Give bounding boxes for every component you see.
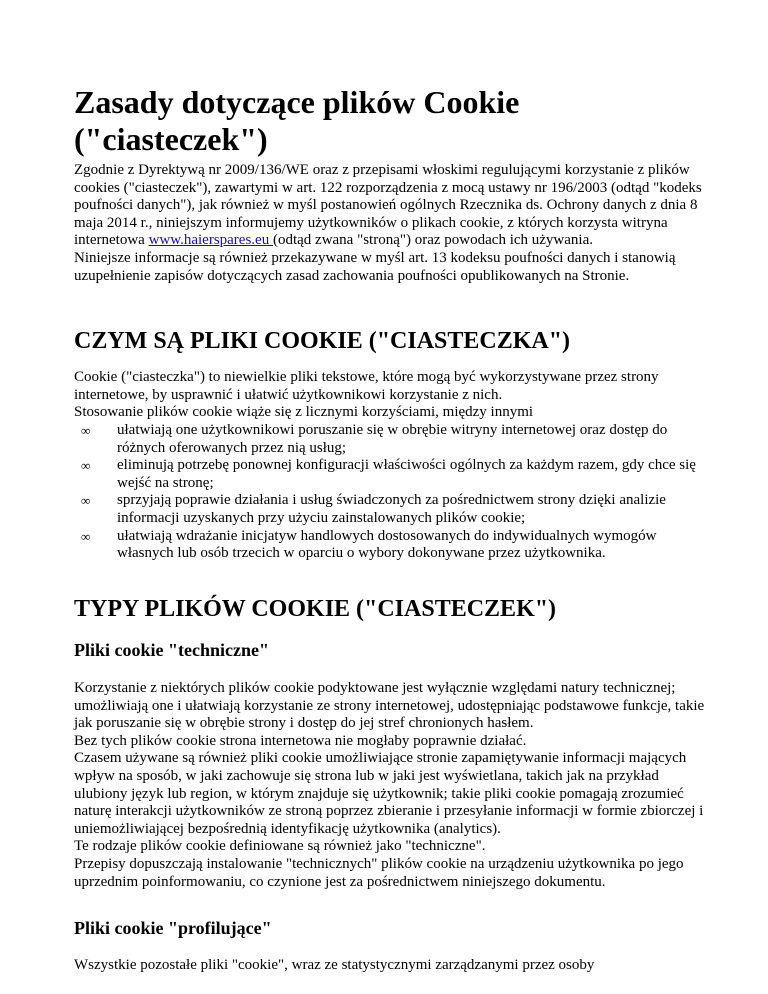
list-item-text: ułatwiają wdrażanie inicjatyw handlowych dostosowanych do indywidualnych wymogów własnych lub osób trzecich w oparciu o wybory dokonywane przez użytkownika. — [117, 527, 657, 562]
technical-cookies-text-2: Bez tych plików cookie strona internetowa nie mogłaby poprawnie działać. — [74, 732, 527, 749]
cookies-benefits-intro: Stosowanie plików cookie wiąże się z licznymi korzyściami, między innymi — [74, 404, 534, 421]
technical-cookies-text-4: Te rodzaje plików cookie definiowane są również jako "techniczne". — [74, 838, 486, 855]
list-item-text: sprzyjają poprawie działania i usług świadczonych za pośrednictwem strony dzięki analizie informacji uzyskanych przy użyciu zainstalowanych plików cookie; — [117, 492, 666, 526]
bullet-icon: ∞ — [81, 458, 91, 474]
subheading-profiling-cookies: Pliki cookie "profilujące" — [74, 918, 272, 938]
bullet-icon: ∞ — [81, 493, 91, 509]
list-item — [74, 528, 714, 563]
cookies-definition-text: Cookie ("ciasteczka") to niewielkie pliki tekstowe, które mogą być wykorzystywane przez strony internetowe, by usprawnić i ułatwić użytkownikowi korzystanie z nich. — [74, 369, 659, 403]
intro-paragraph — [74, 162, 714, 285]
technical-cookies-text-1: Korzystanie z niektórych plików cookie podyktowane jest wyłącznie względami natury technicznej; umożliwiają one i ułatwiają korzystanie ze strony internetowej, udostępniając podstawowe funkcje, takie jak poruszanie się w obrębie strony i dostęp do jej stref chronionych hasłem. — [74, 680, 705, 732]
list-item — [74, 457, 714, 492]
page-title: Zasady dotyczące plików Cookie ("ciasteczek") — [74, 84, 520, 157]
section-heading-cookie-types: TYPY PLIKÓW COOKIE ("CIASTECZEK") — [74, 596, 557, 622]
technical-cookies-text-5: Przepisy dopuszczają instalowanie "technicznych" plików cookie na urządzeniu użytkownika po jego uprzednim poinformowaniu, co czynione jest za pośrednictwem niniejszego dokumentu. — [74, 855, 684, 890]
intro-text: Zgodnie z Dyrektywą nr 2009/136/WE oraz z przepisami włoskimi regulującymi korzystanie z plików cookies ("ciasteczek"), zawartymi w art. 122 rozporządzenia z mocą ustawy nr 196/2003 (odtąd "kodeks poufności danych"), jak również w myśl postanowień ogólnych Rzecznika ds. Ochrony danych z dnia 8 maja 2014 r., niniejszym informujemy użytkowników o plikach cookie, z których korzysta witryna internetowa — [74, 162, 702, 249]
technical-cookies-paragraph — [74, 680, 714, 891]
subheading-technical-cookies: Pliki cookie "techniczne" — [74, 640, 269, 660]
list-item — [74, 492, 714, 527]
profiling-cookies-paragraph: Wszystkie pozostałe pliki "cookie", wraz ze statystycznymi zarządzanymi przez osoby — [74, 957, 595, 973]
intro-text-tail: (odtąd zwana "stroną") oraz powodach ich używania. — [272, 232, 594, 249]
cookies-definition-paragraph — [74, 369, 714, 422]
list-item-text: ułatwiają one użytkownikowi poruszanie się w obrębie witryny internetowej oraz dostęp do różnych oferowanych przez nią usług; — [117, 422, 668, 456]
benefits-list — [74, 422, 714, 563]
list-item-text: eliminują potrzebę ponownej konfiguracji właściwości ogólnych za każdym razem, gdy chce się wejść na stronę; — [117, 457, 696, 491]
bullet-icon: ∞ — [81, 423, 91, 438]
haierspares-link[interactable]: www.haierspares.eu — [148, 232, 273, 249]
bullet-icon: ∞ — [81, 528, 91, 544]
technical-cookies-text-3: Czasem używane są również pliki cookie umożliwiające stronie zapamiętywanie informacji mających wpływ na sposób, w jaki zachowuje się strona lub w jaki jest wyświetlana, takich jak na przykład ulubiony język lub region, w którym znajduje się użytkownik; takie pliki cookie pomagają zrozumieć naturę interakcji użytkowników ze stroną poprzez zbieranie i przesyłanie informacji w formie zbiorczej i uniemożliwiającej bezpośrednią identyfikację użytkownika (analytics). — [74, 750, 704, 837]
intro-text-2: Niniejsze informacje są również przekazywane w myśl art. 13 kodeksu poufności danych i stanowią uzupełnienie zapisów dotyczących zasad zachowania poufności opublikowanych na Stronie. — [74, 249, 676, 284]
list-item — [74, 422, 714, 457]
section-heading-what-are-cookies: CZYM SĄ PLIKI COOKIE ("CIASTECZKA") — [74, 328, 571, 354]
